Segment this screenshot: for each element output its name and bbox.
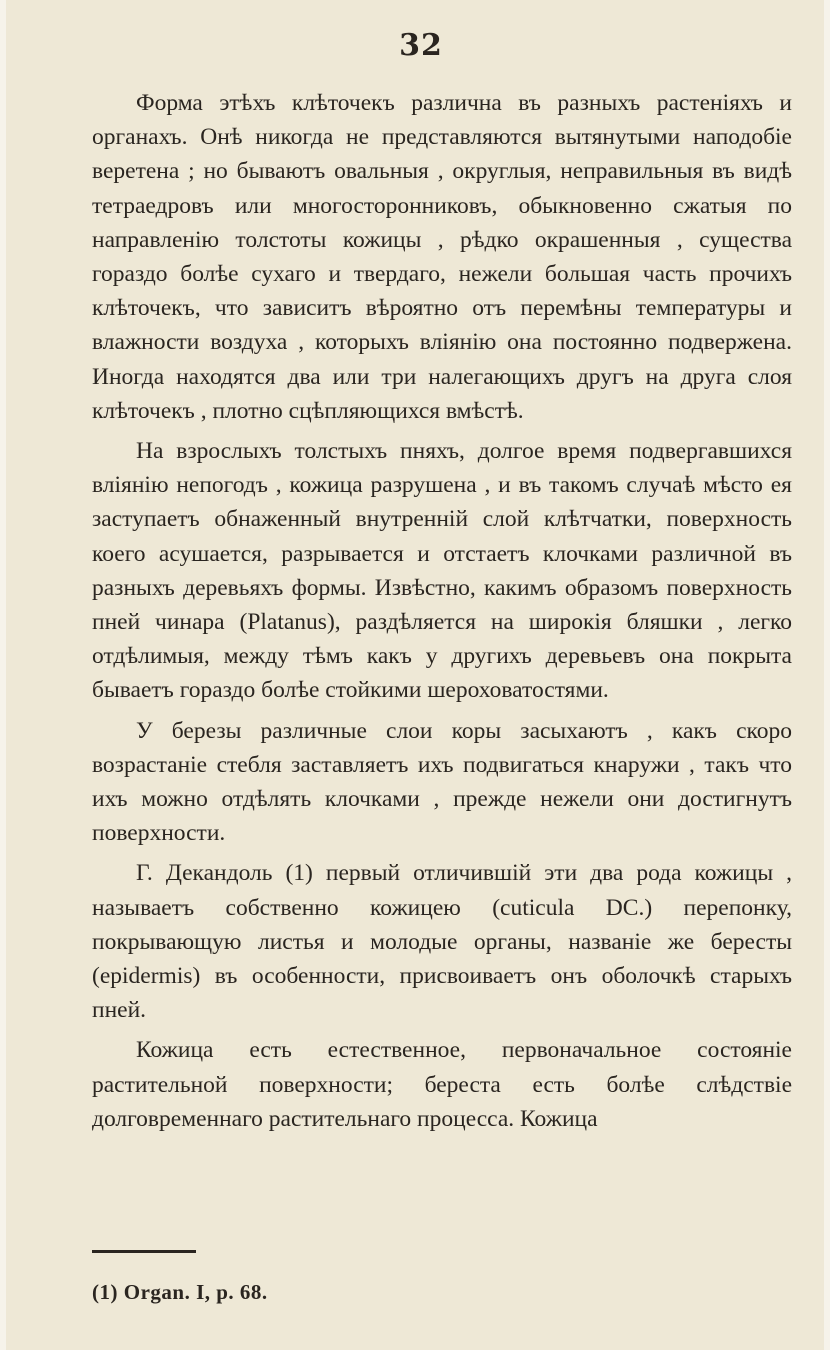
paragraph-3: У березы различные слои коры засыхаютъ , какъ скоро возрастаніе стебля заставляетъ ихъ подвигаться кнаружи , такъ что ихъ можно отдѣлять клочками , прежде нежели они достигнутъ поверхности. [92, 717, 792, 847]
page-number: 32 [399, 28, 443, 63]
paragraph-5: Кожица есть естественное, первоначальное состояніе растительной поверхности; береста есть болѣе слѣдствіе долговременнаго растительнаго процесса. Кожица [92, 1037, 792, 1132]
footnote: (1) Organ. I, p. 68. [92, 1280, 268, 1304]
paragraph-1: Форма этѣхъ клѣточекъ различна въ разныхъ растеніяхъ и органахъ. Онѣ никогда не представляются вытянутыми наподобіе веретена ; но бываютъ овальныя , округлыя, неправильныя въ видѣ тетраедровъ или многосторонниковъ, обыкновенно сжатыя по направленію толстоты кожицы , рѣдко окрашенныя , существа гораздо болѣе сухаго и твердаго, нежели большая часть прочихъ клѣточекъ, что зависитъ вѣроятно отъ перемѣны температуры и влажности воздуха , которыхъ вліянію она постоянно подвержена. Иногда находятся два или три налегающихъ другъ на друга слоя клѣточекъ , плотно сцѣпляющихся вмѣстѣ. [92, 90, 792, 424]
footnote-divider [92, 1250, 196, 1253]
paragraph-2: На взрослыхъ толстыхъ пняхъ, долгое время подвергавшихся вліянію непогодъ , кожица разрушена , и въ такомъ случаѣ мѣсто ея заступаетъ обнаженный внутренній слой клѣтчатки, поверхность коего асушается, разрывается и отстаетъ клочками различной въ разныхъ деревьяхъ формы. Извѣстно, какимъ образомъ поверхность пней чинара (Platanus), раздѣляется на широкія бляшки , легко отдѣлимыя, между тѣмъ какъ у другихъ деревьевъ она покрыта бываетъ гораздо болѣе стойкими шероховатостями. [92, 438, 792, 704]
body-text [92, 86, 792, 1136]
paragraph-4: Г. Декандоль (1) первый отличившій эти два рода кожицы , называетъ собственно кожицею (cuticula DC.) перепонку, покрывающую листья и молодые органы, названіе же бересты (epidermis) въ особенности, присвоиваетъ онъ оболочкѣ старыхъ пней. [92, 860, 792, 1024]
